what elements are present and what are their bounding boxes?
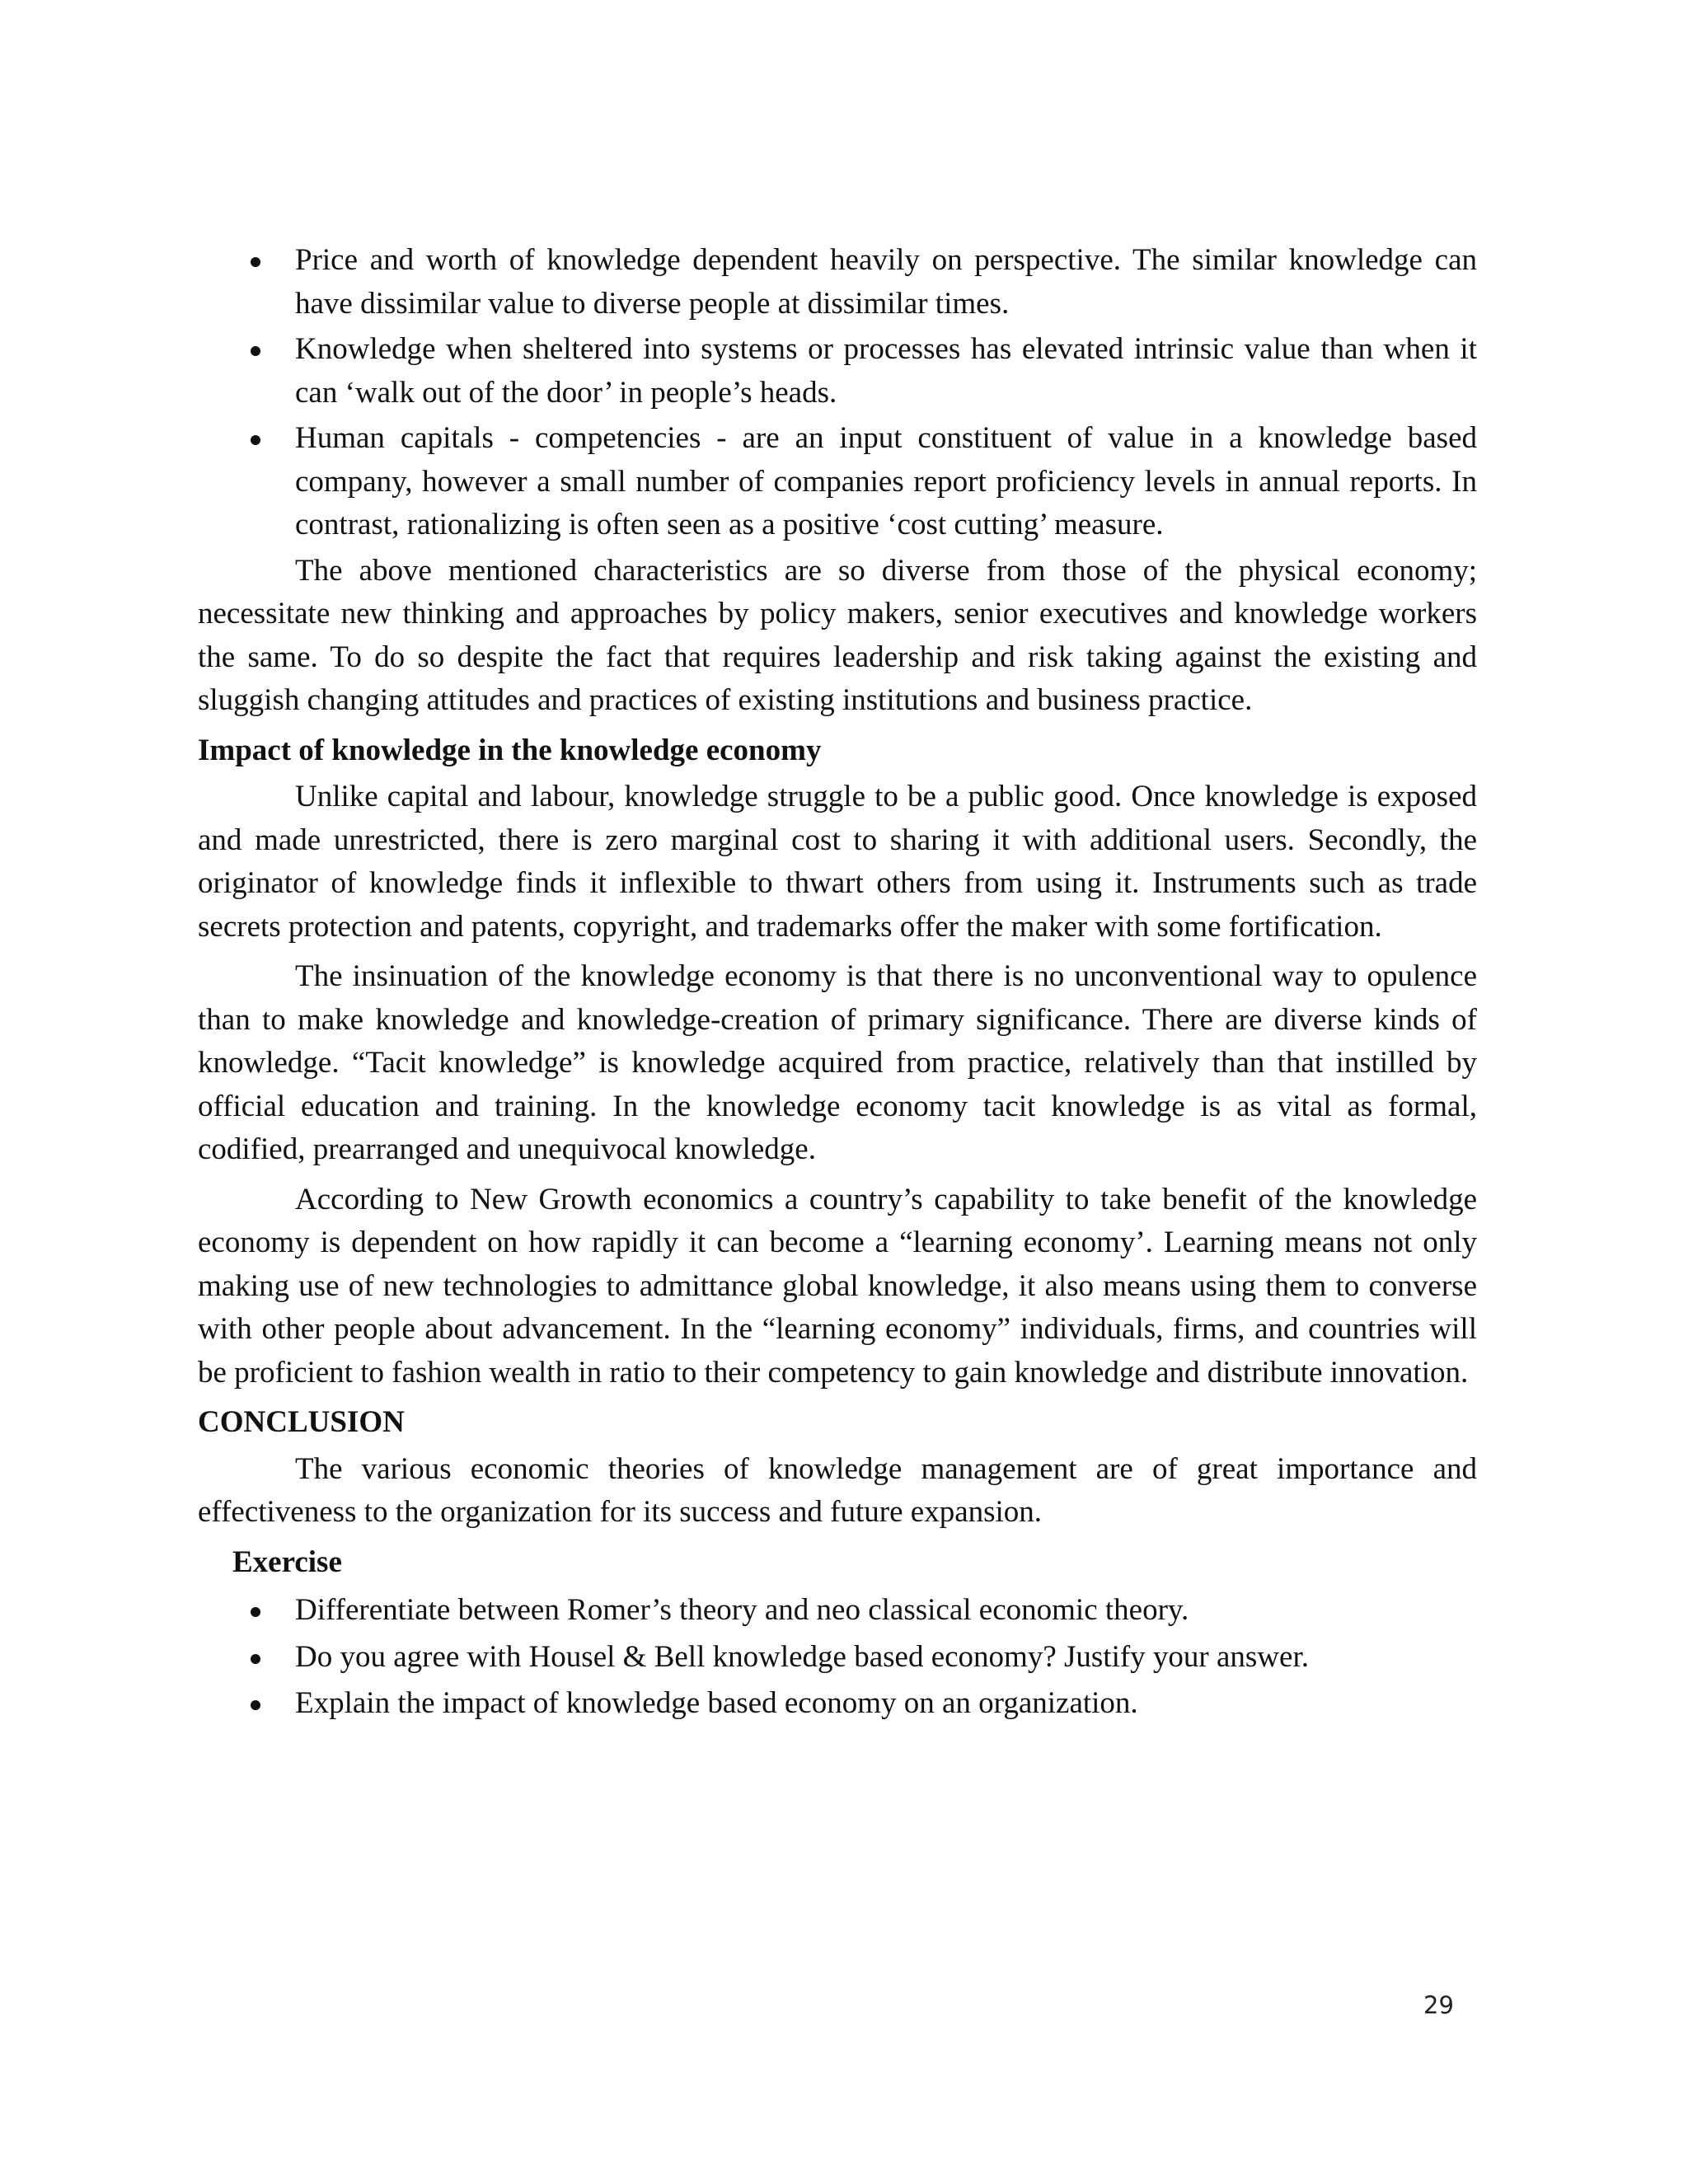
exercise-heading: Exercise: [232, 1544, 342, 1579]
bullet-icon: [251, 257, 260, 267]
list-item: [198, 239, 1477, 326]
impact-paragraph-3: According to New Growth economics a country’s capability to take benefit of the knowledge economy is dependent on how rapidly it can become a “learning economy’. Learning means not only making use of new technologies to admittance global knowledge, it also means using them to converse with other people about advancement. In the “learning economy” individuals, firms, and countries will be proficient to fashion wealth in ratio to their competency to gain knowledge and distribute innovation.: [198, 1182, 1477, 1390]
exercise-list: [198, 1589, 1477, 1726]
bullet-icon: [251, 346, 260, 356]
bullet-icon: [251, 1654, 260, 1664]
bullet-icon: [251, 1607, 260, 1617]
bullet-text: Knowledge when sheltered into systems or processes has elevated intrinsic value than when it can ‘walk out of the door’ in people’s heads.: [295, 332, 1477, 410]
list-item: [198, 1636, 1477, 1680]
bullet-text: Price and worth of knowledge dependent heavily on perspective. The similar knowledge can have dissimilar value to diverse people at dissimilar times.: [295, 243, 1477, 321]
list-item: [198, 328, 1477, 415]
top-bullet-list: [198, 239, 1477, 547]
conclusion-paragraph: The various economic theories of knowledge management are of great importance and effectiveness to the organization for its success and future expansion.: [198, 1451, 1477, 1529]
list-item: [198, 417, 1477, 547]
conclusion-heading: CONCLUSION: [198, 1405, 405, 1439]
bullet-text: Human capitals - competencies - are an input constituent of value in a knowledge based company, however a small number of companies report proficiency levels in annual reports. In contrast, rationalizing is often seen as a positive ‘cost cutting’ measure.: [295, 421, 1477, 541]
characteristics-paragraph: The above mentioned characteristics are so diverse from those of the physical economy; necessitate new thinking and approaches by policy makers, senior executives and knowledge workers the same. To do so despite the fact that requires leadership and risk taking against the existing and sluggish changing attitudes and practices of existing institutions and business practice.: [198, 553, 1477, 717]
bullet-icon: [251, 1700, 260, 1710]
document-page: [198, 239, 1477, 1729]
impact-paragraph-2: The insinuation of the knowledge economy is that there is no unconventional way to opulence than to make knowledge and knowledge-creation of primary significance. There are diverse kinds of knowledge. “Tacit knowledge” is knowledge acquired from practice, relatively than that instilled by official education and training. In the knowledge economy tacit knowledge is as vital as formal, codified, prearranged and unequivocal knowledge.: [198, 959, 1477, 1166]
bullet-icon: [251, 435, 260, 445]
exercise-item-text: Do you agree with Housel & Bell knowledge based economy? Justify your answer.: [295, 1639, 1309, 1674]
exercise-item-text: Differentiate between Romer’s theory and neo classical economic theory.: [295, 1593, 1189, 1627]
list-item: [198, 1589, 1477, 1633]
list-item: [198, 1682, 1477, 1726]
impact-paragraph-1: Unlike capital and labour, knowledge struggle to be a public good. Once knowledge is exposed and made unrestricted, there is zero marginal cost to sharing it with additional users. Secondly, the originator of knowledge finds it inflexible to thwart others from using it. Instruments such as trade secrets protection and patents, copyright, and trademarks offer the maker with some fortification.: [198, 780, 1477, 944]
impact-heading: Impact of knowledge in the knowledge economy: [198, 733, 822, 767]
exercise-item-text: Explain the impact of knowledge based economy on an organization.: [295, 1686, 1138, 1720]
page-number: 29: [1423, 1991, 1454, 2019]
